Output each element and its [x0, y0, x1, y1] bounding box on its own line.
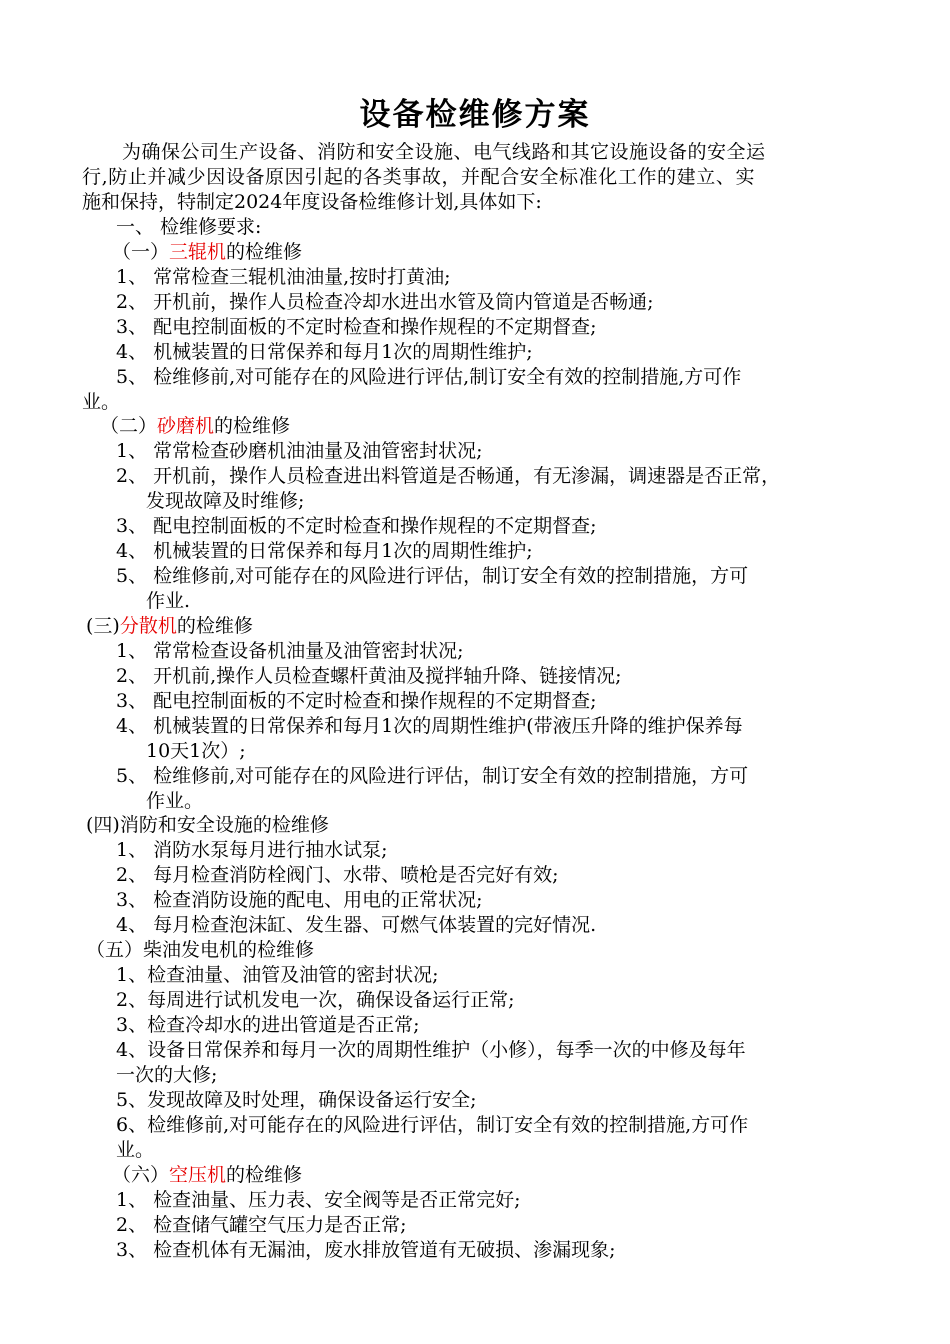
- section-heading: （一）三辊机的检维修: [112, 241, 303, 263]
- list-item: 3、 检查机体有无漏油，废水排放管道有无破损、渗漏现象;: [116, 1239, 616, 1261]
- list-item: 5、 检维修前,对可能存在的风险进行评估，制订安全有效的控制措施，方可: [116, 765, 749, 787]
- list-item: 5、 检维修前,对可能存在的风险进行评估,制订安全有效的控制措施,方可作: [116, 366, 742, 388]
- list-item: 2、 检查储气罐空气压力是否正常;: [116, 1214, 407, 1236]
- list-item: 4、设备日常保养和每月一次的周期性维护（小修），每季一次的中修及每年: [116, 1039, 746, 1061]
- list-item: 1、 消防水泵每月进行抽水试泵;: [116, 839, 388, 861]
- section-heading: （六）空压机的检维修: [112, 1164, 303, 1186]
- list-item: 1、 常常检查三辊机油油量,按时打黄油;: [116, 266, 451, 288]
- list-item: 2、 每月检查消防栓阀门、水带、喷枪是否完好有效;: [116, 864, 559, 886]
- list-item-continuation: 作业。: [146, 790, 204, 812]
- list-item: 3、 配电控制面板的不定时检查和操作规程的不定期督查;: [116, 515, 597, 537]
- list-item-continuation: 业。: [82, 391, 121, 413]
- equipment-name: 分散机: [119, 615, 177, 637]
- list-item: 3、 配电控制面板的不定时检查和操作规程的不定期督查;: [116, 690, 597, 712]
- list-item-continuation: 一次的大修;: [116, 1064, 218, 1086]
- list-item: 1、 常常检查砂磨机油油量及油管密封状况;: [116, 440, 483, 462]
- section-heading: （五）柴油发电机的检维修: [86, 939, 315, 961]
- list-item: 3、 检查消防设施的配电、用电的正常状况;: [116, 889, 483, 911]
- list-item: 5、 检维修前,对可能存在的风险进行评估，制订安全有效的控制措施，方可: [116, 565, 749, 587]
- list-item: 4、 机械装置的日常保养和每月1次的周期性维护(带液压升降的维护保养每: [116, 715, 743, 737]
- list-item-continuation: 发现故障及时维修;: [146, 490, 305, 512]
- list-item: 4、 机械装置的日常保养和每月1次的周期性维护;: [116, 341, 533, 363]
- list-item: 3、检查冷却水的进出管道是否正常;: [116, 1014, 420, 1036]
- list-item: 2、 开机前，操作人员检查冷却水进出水管及筒内管道是否畅通;: [116, 291, 654, 313]
- list-item: 6、检维修前,对可能存在的风险进行评估，制订安全有效的控制措施,方可作: [116, 1114, 749, 1136]
- list-item: 5、发现故障及时处理，确保设备运行安全;: [116, 1089, 477, 1111]
- list-item: 4、 机械装置的日常保养和每月1次的周期性维护;: [116, 540, 533, 562]
- intro-line: 行,防止并减少因设备原因引起的各类事故，并配合安全标准化工作的建立、实: [82, 166, 756, 188]
- section-heading: （二）砂磨机的检维修: [100, 415, 291, 437]
- equipment-name: 空压机: [169, 1164, 227, 1186]
- equipment-name: 三辊机: [169, 241, 227, 263]
- list-item: 2、每周进行试机发电一次，确保设备运行正常;: [116, 989, 515, 1011]
- list-item-continuation: 作业.: [146, 590, 191, 612]
- list-item-continuation: 10天1次）;: [146, 740, 246, 762]
- list-item: 1、 检查油量、压力表、安全阀等是否正常完好;: [116, 1189, 521, 1211]
- list-item: 3、 配电控制面板的不定时检查和操作规程的不定期督查;: [116, 316, 597, 338]
- section-heading: (四)消防和安全设施的检维修: [86, 814, 329, 836]
- list-item-continuation: 业。: [116, 1139, 155, 1161]
- intro-line: 施和保持，特制定2024年度设备检维修计划,具体如下:: [82, 191, 542, 213]
- intro-line: 为确保公司生产设备、消防和安全设施、电气线路和其它设施设备的安全运: [122, 141, 766, 163]
- list-item: 1、 常常检查设备机油量及油管密封状况;: [116, 640, 464, 662]
- equipment-name: 砂磨机: [157, 415, 215, 437]
- document-title: 设备检维修方案: [359, 97, 591, 133]
- section-heading: 一、 检维修要求:: [116, 216, 262, 238]
- list-item: 1、检查油量、油管及油管的密封状况;: [116, 964, 439, 986]
- list-item: 2、 开机前,操作人员检查螺杆黄油及搅拌轴升降、链接情况;: [116, 665, 622, 687]
- list-item: 4、 每月检查泡沫缸、发生器、可燃气体装置的完好情况.: [116, 914, 597, 936]
- list-item: 2、 开机前，操作人员检查进出料管道是否畅通，有无渗漏，调速器是否正常，: [116, 465, 781, 487]
- section-heading: (三)分散机的检维修: [86, 615, 253, 637]
